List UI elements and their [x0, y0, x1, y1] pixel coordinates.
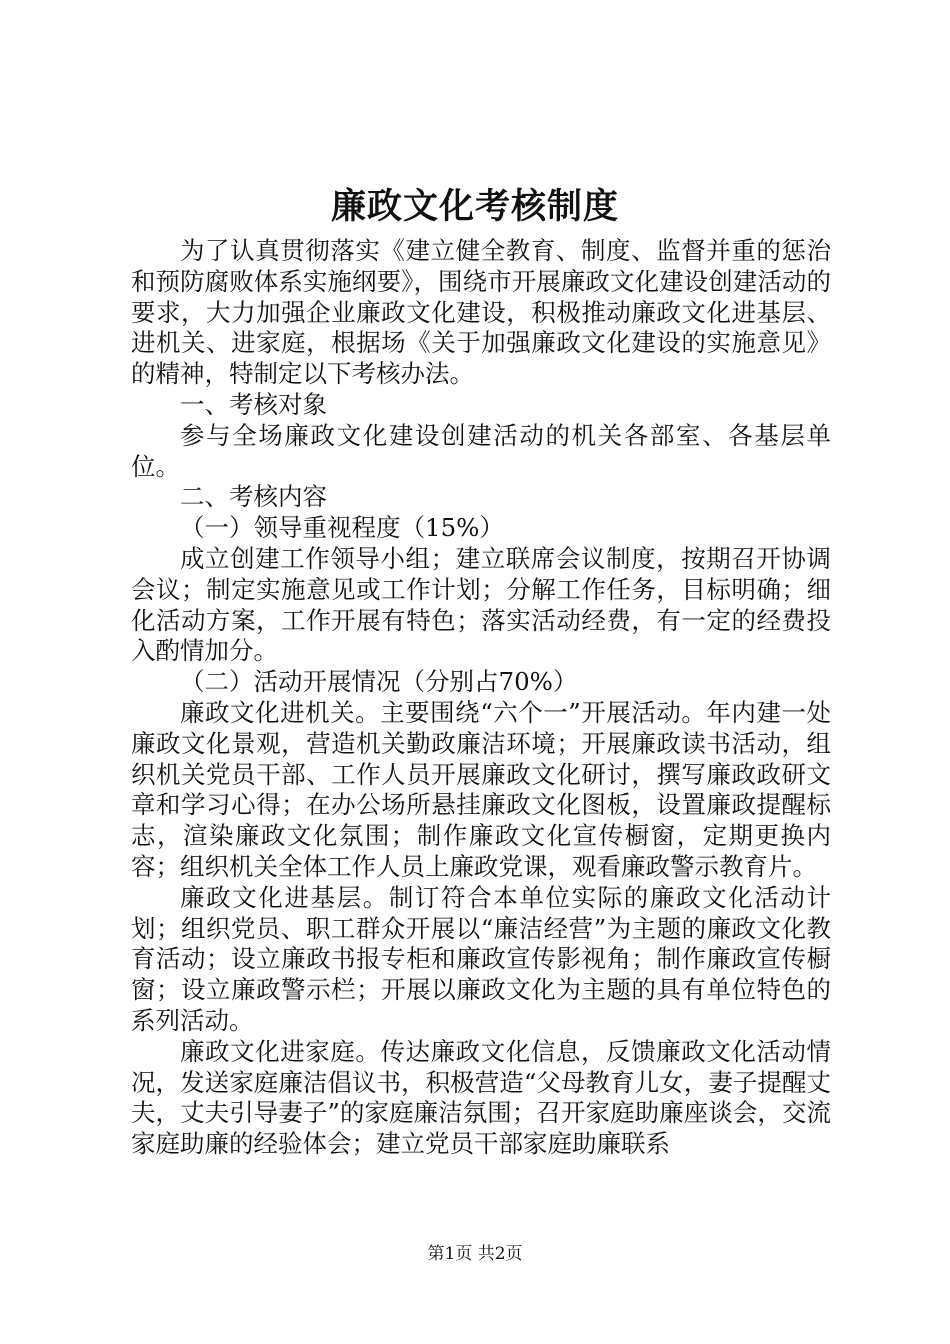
- section-heading-assessment-content: 二、考核内容: [180, 482, 327, 512]
- family-paragraph: 廉政文化进家庭。传达廉政文化信息，反馈廉政文化活动情况，发送家庭廉洁倡议书，积极营造“父母教育儿女，妻子提醒丈夫，丈夫引导妻子”的家庭廉洁氛围；召开家庭助廉座谈会，交流家庭助廉的经验体会；建立党员干部家庭助廉联系: [131, 1036, 831, 1159]
- subheading-leadership: （一）领导重视程度（15%）: [180, 513, 504, 543]
- document-body: [131, 236, 831, 1160]
- grassroots-paragraph: 廉政文化进基层。制订符合本单位实际的廉政文化活动计划；组织党员、职工群众开展以“廉洁经营”为主题的廉政文化教育活动；设立廉政书报专柜和廉政宣传影视角；制作廉政宣传橱窗；设立廉政警示栏；开展以廉政文化为主题的具有单位特色的系列活动。: [131, 882, 831, 1035]
- assessment-target-paragraph: 参与全场廉政文化建设创建活动的机关各部室、各基层单位。: [131, 420, 831, 481]
- leadership-paragraph: 成立创建工作领导小组；建立联席会议制度，按期召开协调会议；制定实施意见或工作计划；分解工作任务，目标明确；细化活动方案，工作开展有特色；落实活动经费，有一定的经费投入酌情加分。: [131, 543, 831, 666]
- page-number-footer: 第1页 共2页: [427, 1244, 523, 1264]
- section-heading-assessment-target: 一、考核对象: [180, 389, 327, 419]
- document-title: 廉政文化考核制度: [330, 186, 619, 227]
- subheading-activities: （二）活动开展情况（分别占70%）: [180, 667, 578, 697]
- intro-paragraph: 为了认真贯彻落实《建立健全教育、制度、监督并重的惩治和预防腐败体系实施纲要》，围绕市开展廉政文化建设创建活动的要求，大力加强企业廉政文化建设，积极推动廉政文化进基层、进机关、进家庭，根据场《关于加强廉政文化建设的实施意见》的精神，特制定以下考核办法。: [131, 236, 831, 389]
- organs-paragraph: 廉政文化进机关。主要围绕“六个一”开展活动。年内建一处廉政文化景观，营造机关勤政廉洁环境；开展廉政读书活动，组织机关党员干部、工作人员开展廉政文化研讨，撰写廉政政研文章和学习心得；在办公场所悬挂廉政文化图板，设置廉政提醒标志，渲染廉政文化氛围；制作廉政文化宣传橱窗，定期更换内容；组织机关全体工作人员上廉政党课，观看廉政警示教育片。: [131, 697, 831, 881]
